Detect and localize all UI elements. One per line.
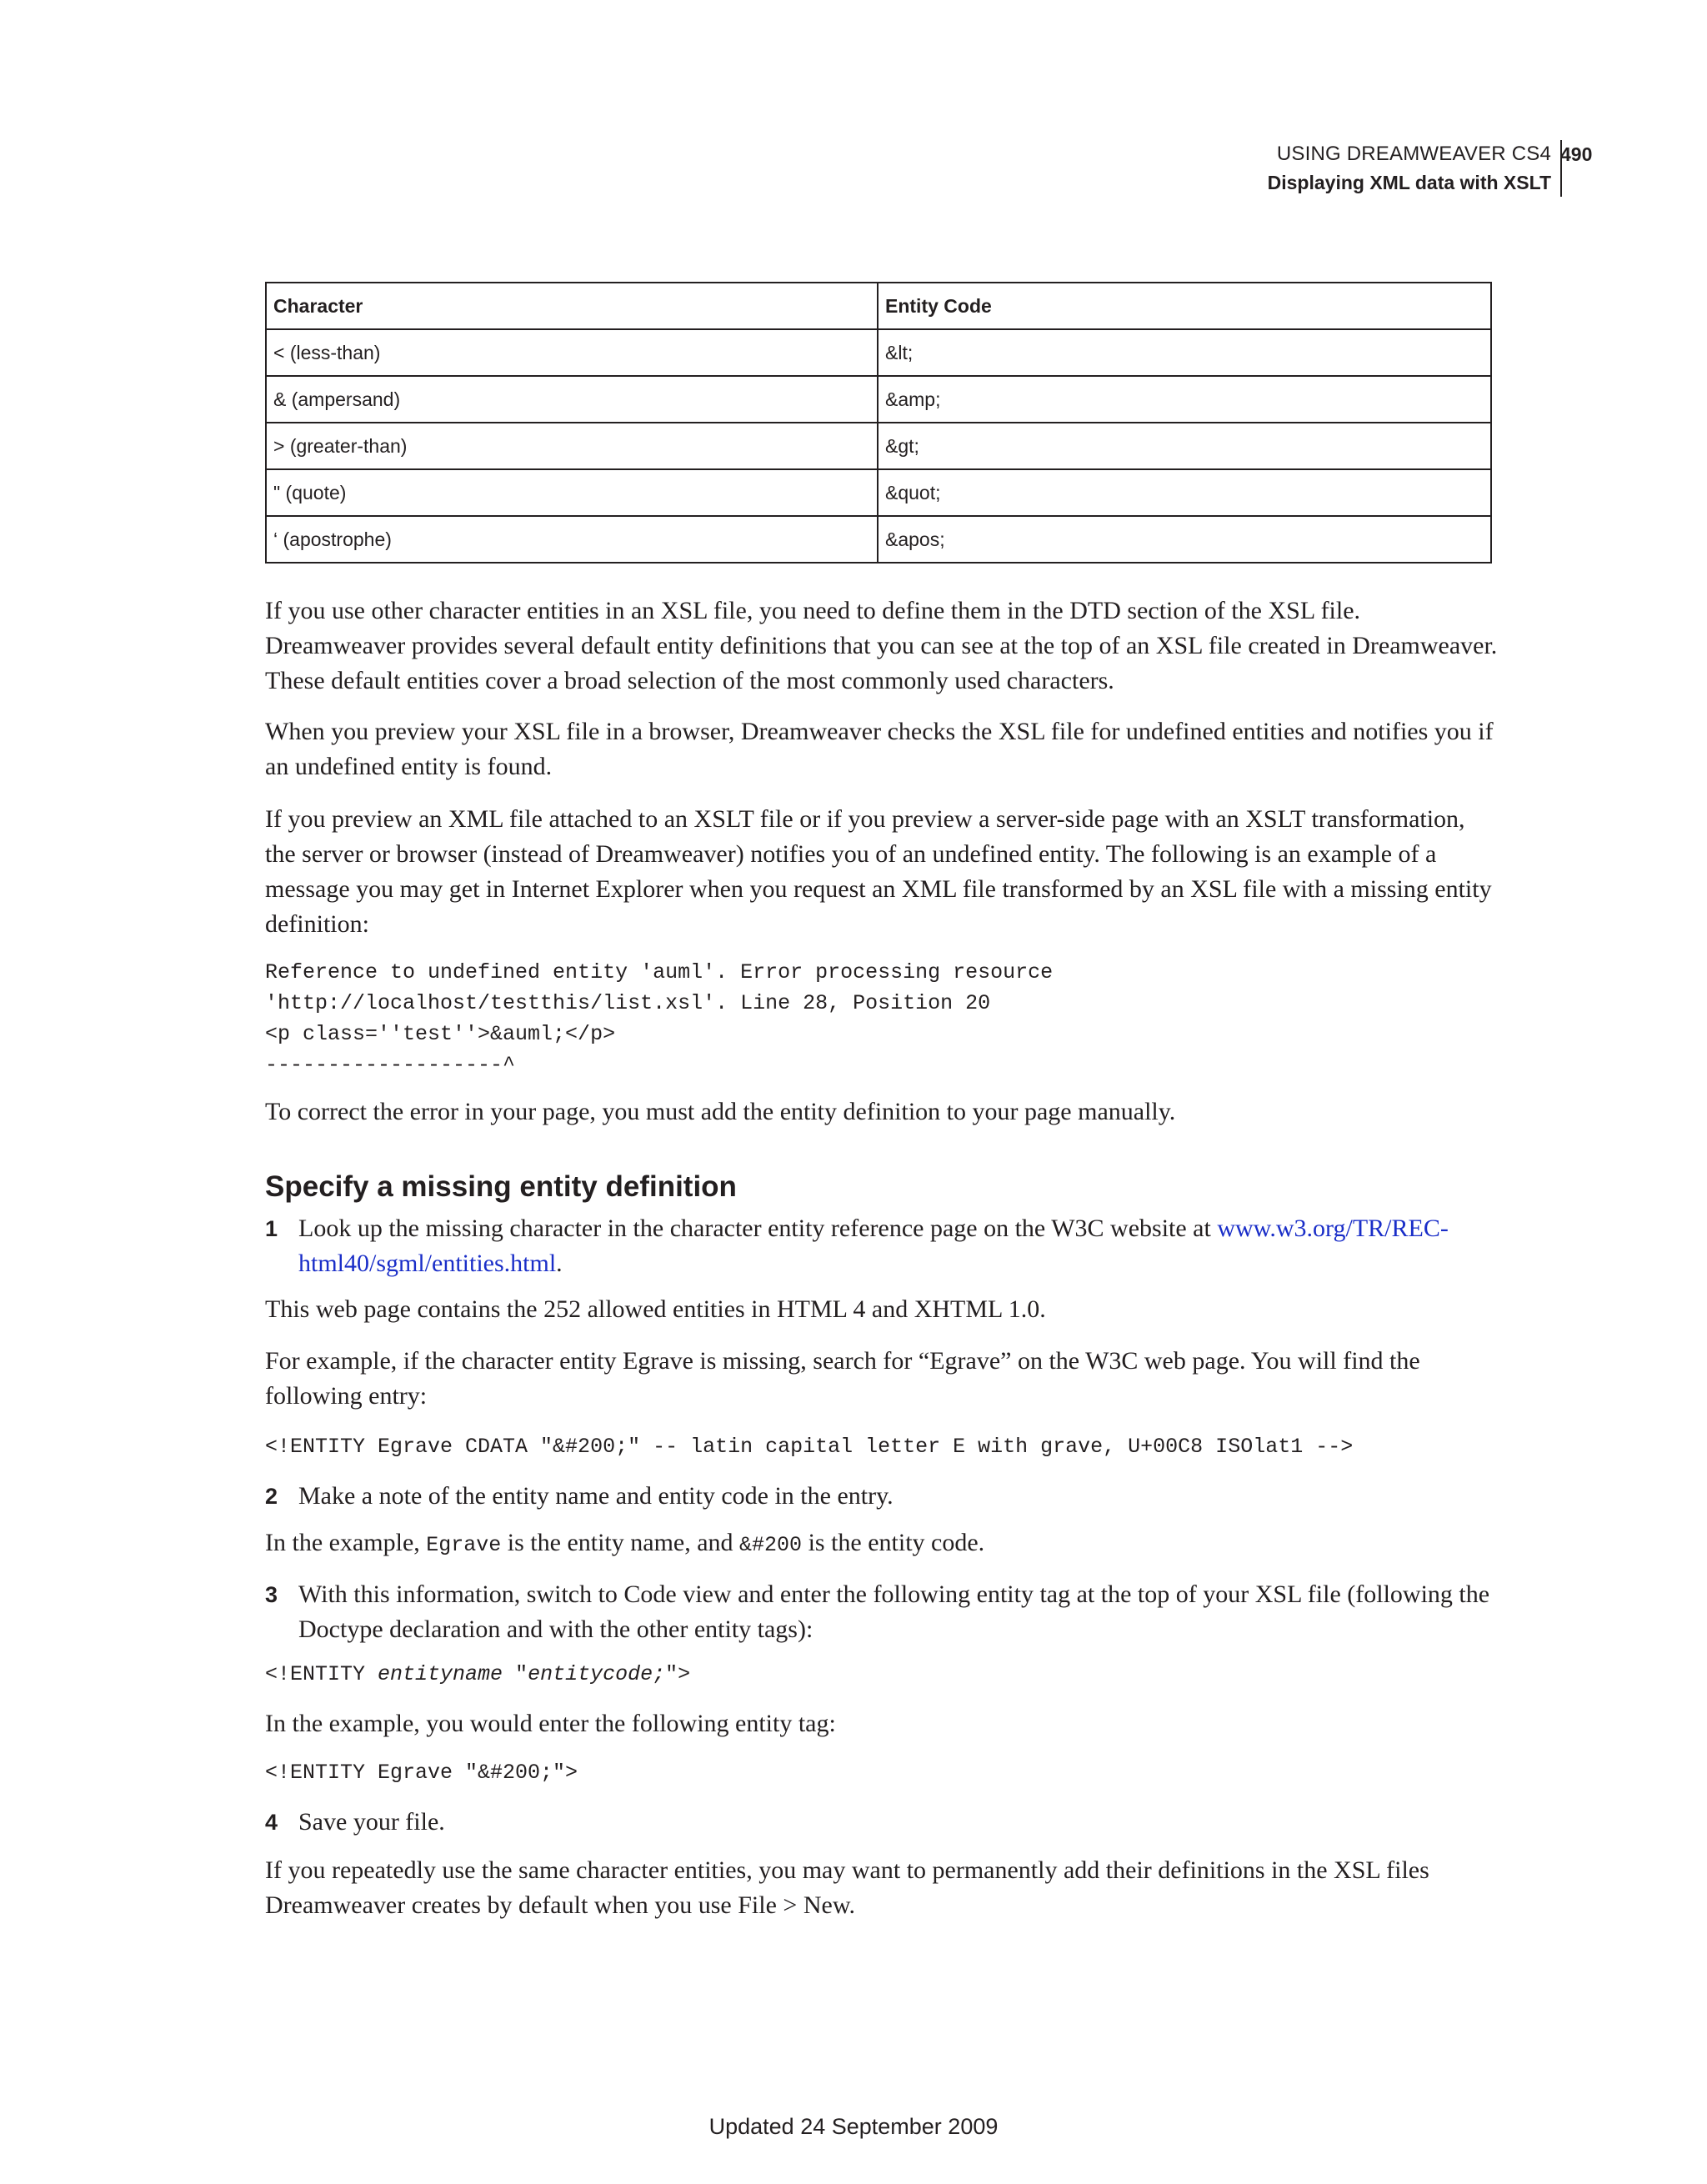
paragraph-preview-check: When you preview your XSL file in a browser, Dreamweaver checks the XSL file for undefined entities and notifies you if an undefined entity is found. <box>265 718 1494 780</box>
column-header-character: Character <box>266 283 878 329</box>
paragraph-other-entities: If you use other character entities in an XSL file, you need to define them in the DTD section of the XSL file. Dreamweaver provides several default entity definitions that you can see at the top of an XSL file created in Dreamweaver. These default entities cover a broad selection of the most commonly used characters. <box>265 597 1498 694</box>
text-run: In the example, <box>265 1529 420 1556</box>
table-cell: > (greater-than) <box>266 423 878 469</box>
column-header-entity-code: Entity Code <box>878 283 1491 329</box>
code-line: -------------------^ <box>265 1053 516 1077</box>
step-text: With this information, switch to Code view and enter the following entity tag at the top of your XSL file (following the Doctype declaration and with the other entity tags): <box>298 1580 1490 1643</box>
w3c-entities-link[interactable]: www.w3.org/TR/REC-html40/sgml/entities.html <box>298 1215 1449 1277</box>
entity-example-code: <!ENTITY Egrave "&#200;"> <box>265 1761 578 1785</box>
code-placeholder-value: entitycode; <box>528 1662 666 1686</box>
table-row <box>266 329 1491 376</box>
paragraph-allowed-entities: This web page contains the 252 allowed entities in HTML 4 and XHTML 1.0. <box>265 1295 1046 1323</box>
table-cell: " (quote) <box>266 469 878 516</box>
step-text <box>265 1211 1499 1281</box>
table-cell: &quot; <box>878 469 1491 516</box>
table-row <box>266 376 1491 423</box>
code-line: <p class=''test''>&auml;</p> <box>265 1022 616 1046</box>
table-header-row <box>266 283 1491 329</box>
step-4 <box>265 1805 1499 1840</box>
step-1-period: . <box>556 1250 563 1277</box>
step-number: 3 <box>265 1582 278 1607</box>
inline-code-200: &#200 <box>739 1533 803 1557</box>
entity-code-table <box>265 282 1492 564</box>
table-row <box>266 516 1491 563</box>
page-number: 490 <box>1560 143 1593 165</box>
table-cell: & (ampersand) <box>266 376 878 423</box>
code-line: Reference to undefined entity 'auml'. Error processing resource <box>265 960 1054 984</box>
code-line: 'http://localhost/testthis/list.xsl'. Line 28, Position 20 <box>265 991 991 1015</box>
paragraph-correct-error: To correct the error in your page, you must add the entity definition to your page manually. <box>265 1098 1176 1125</box>
running-header <box>1268 140 1551 197</box>
code-run: "> <box>665 1662 691 1686</box>
book-title: USING DREAMWEAVER CS4 <box>1276 143 1551 165</box>
paragraph-permanent-definitions: If you repeatedly use the same character entities, you may want to permanently add their definitions in the XSL files Dreamweaver creates by default when you use File > New. <box>265 1856 1429 1919</box>
step-number: 4 <box>265 1810 278 1835</box>
paragraph-egrave-example: For example, if the character entity Egrave is missing, search for “Egrave” on the W3C web page. You will find the following entry: <box>265 1347 1420 1410</box>
step-text: Make a note of the entity name and entity code in the entry. <box>298 1482 894 1510</box>
step-2 <box>265 1479 1499 1514</box>
table-cell: &amp; <box>878 376 1491 423</box>
step-3 <box>265 1577 1499 1647</box>
step-1 <box>265 1211 1499 1281</box>
step-number: 1 <box>265 1216 278 1241</box>
text-run: is the entity code. <box>808 1529 985 1556</box>
inline-code-egrave: Egrave <box>426 1533 502 1557</box>
entity-entry-code: <!ENTITY Egrave CDATA "&#200;" -- latin capital letter E with grave, U+00C8 ISOlat1 --> <box>265 1435 1354 1459</box>
section-heading: Specify a missing entity definition <box>265 1170 737 1203</box>
table-cell: ‘ (apostrophe) <box>266 516 878 563</box>
paragraph-server-notify: If you preview an XML file attached to an XSLT file or if you preview a server-side page with an XSLT transformation, the server or browser (instead of Dreamweaver) notifies you of an undefined entity. The following is an example of a message you may get in Internet Explorer when you request an XML file transformed by an XSL file with a missing entity definition: <box>265 805 1492 938</box>
step-1-text: Look up the missing character in the character entity reference page on the W3C website at <box>298 1215 1211 1242</box>
step-number: 2 <box>265 1484 278 1509</box>
table-cell: &gt; <box>878 423 1491 469</box>
step-text: Save your file. <box>298 1808 445 1836</box>
paragraph-entity-name-code <box>265 1525 1499 1563</box>
entity-template-code <box>265 1659 690 1690</box>
code-placeholder-name: entityname <box>378 1662 503 1686</box>
table-cell: &apos; <box>878 516 1491 563</box>
table-row <box>266 469 1491 516</box>
code-run: <!ENTITY <box>265 1662 378 1686</box>
footer-updated-date: Updated 24 September 2009 <box>708 2114 999 2139</box>
table-cell: &lt; <box>878 329 1491 376</box>
code-run: " <box>503 1662 528 1686</box>
chapter-title: Displaying XML data with XSLT <box>1267 172 1551 193</box>
table-row <box>266 423 1491 469</box>
error-message-code <box>265 957 1053 1080</box>
paragraph-example-tag: In the example, you would enter the following entity tag: <box>265 1710 836 1737</box>
text-run: is the entity name, and <box>507 1529 733 1556</box>
table-cell: < (less-than) <box>266 329 878 376</box>
